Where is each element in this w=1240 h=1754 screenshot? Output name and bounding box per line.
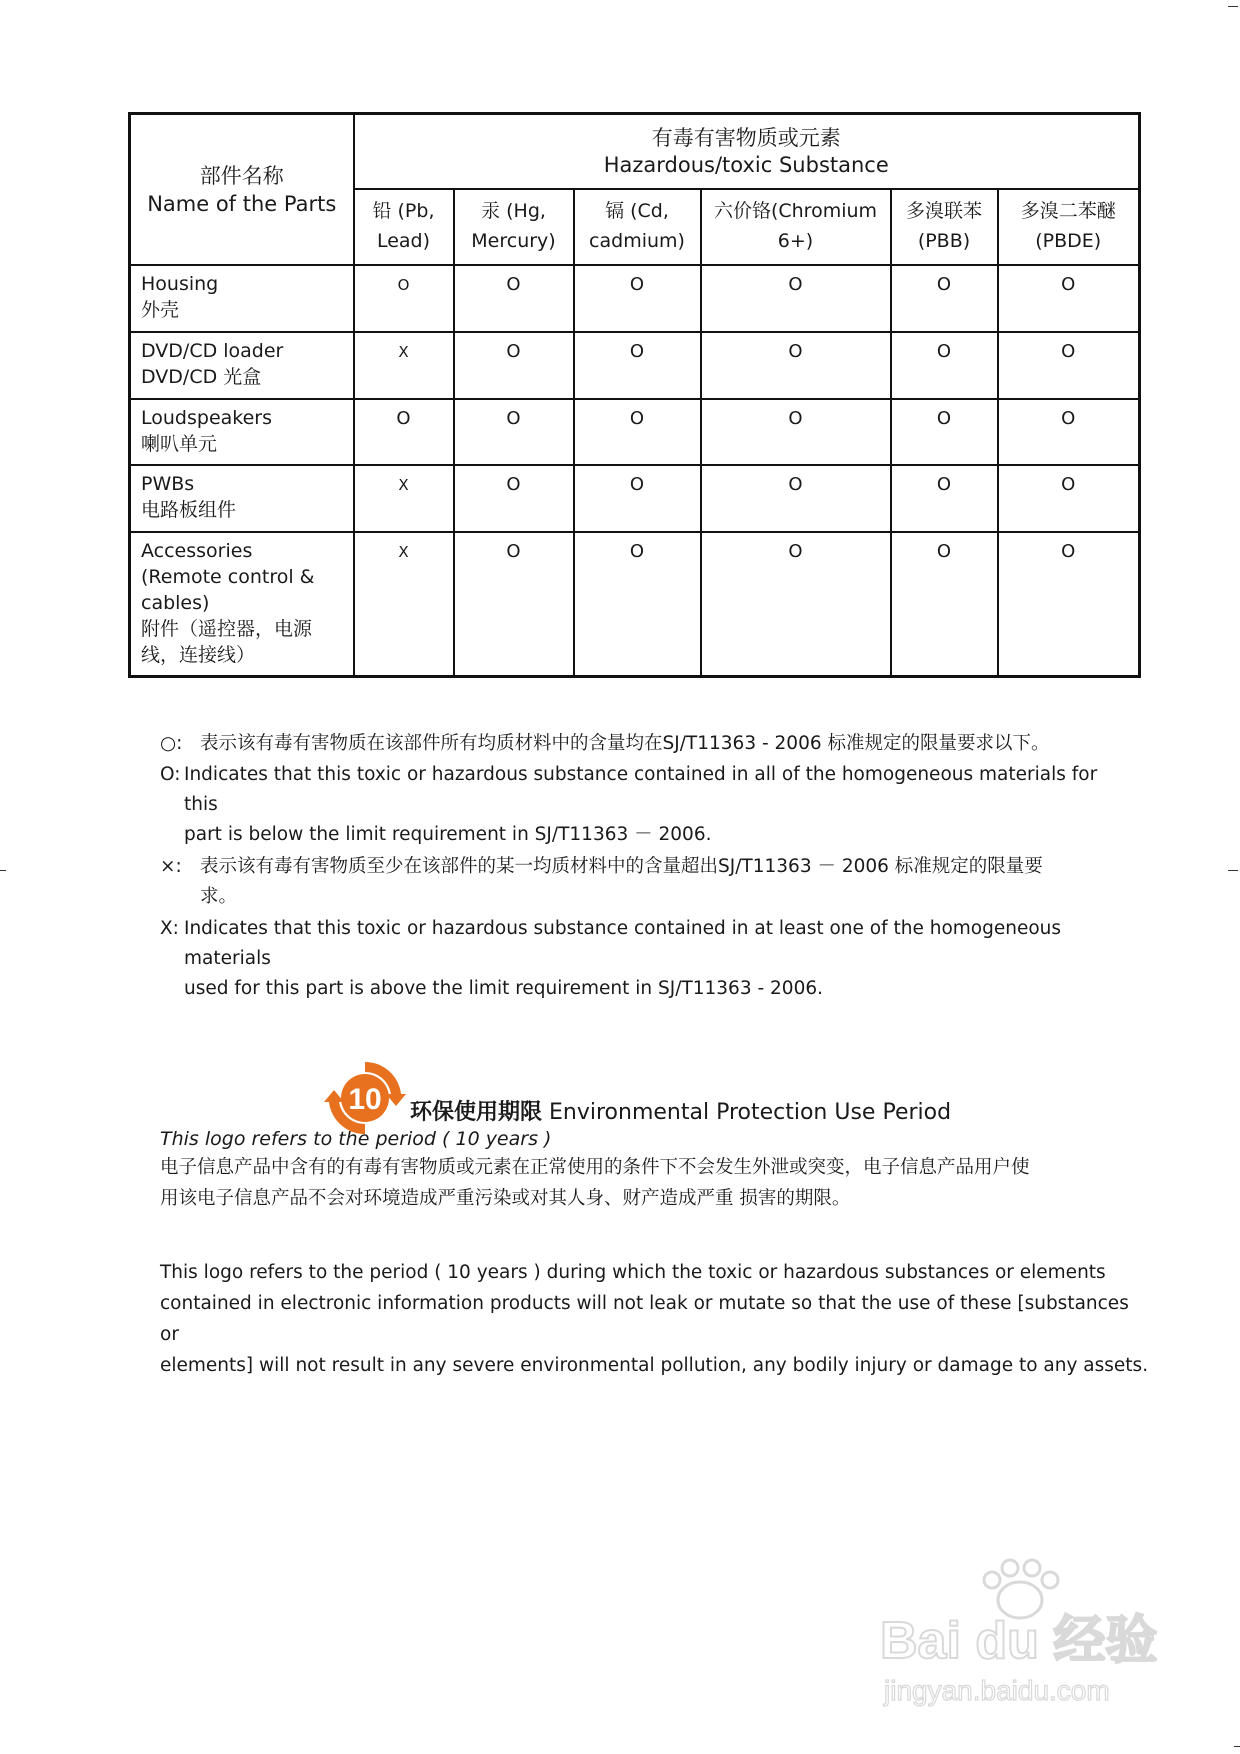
mark-cell: O [891,265,998,332]
column-header-chromium: 六价铬(Chromium 6+) [701,189,891,265]
column-header-lead: 铅 (Pb, Lead) [354,189,454,265]
mark-cell: O [454,332,574,399]
paw-icon [984,1572,1000,1588]
mark-cell: O [454,465,574,532]
crop-mark [1228,870,1238,871]
paw-icon [1002,1560,1018,1576]
paw-icon [1042,1572,1058,1588]
mark-cell: O [891,465,998,532]
part-name-cell: Loudspeakers 喇叭单元 [130,399,354,466]
epup-title-zh: 环保使用期限 [410,1100,543,1125]
column-header-pbde: 多溴二苯醚 (PBDE) [998,189,1140,265]
table-row [130,465,1140,532]
epup-description-zh: 电子信息产品中含有的有毒有害物质或元素在正常使用的条件下不会发生外泄或突变，电子信息产品用户使 用该电子信息产品不会对环境造成严重污染或对其人身、财产造成严重 损害的期限。 [160,1157,1030,1209]
baidu-watermark [870,1550,1170,1710]
epup-title-en: Environmental Protection Use Period [549,1100,952,1125]
mark-cell: O [574,532,701,677]
mark-cell: X [354,532,454,677]
mark-cell: X [354,465,454,532]
table-row [130,265,1140,332]
mark-cell: O [998,532,1140,677]
crop-mark [0,870,6,871]
mark-cell: O [354,265,454,332]
note-o-en: O: Indicates that this toxic or hazardous substance contained in all of the homogeneous materials for this part is below the limit requirement in SJ/T11363 － 2006. [160,764,1098,845]
note-x-zh: ×: 表示该有毒有害物质至少在该部件的某一均质材料中的含量超出SJ/T11363 － 2006 标准规定的限量要 求。 [160,856,1043,907]
mark-cell: O [354,399,454,466]
mark-cell: O [701,532,891,677]
mark-cell: O [574,399,701,466]
note-o-zh: ○: 表示该有毒有害物质在该部件所有均质材料中的含量均在SJ/T11363 - 2006 标准规定的限量要求以下。 [160,733,1050,754]
mark-cell: O [701,265,891,332]
mark-cell: O [454,399,574,466]
watermark-brand: Bai du 经验 [880,1612,1158,1670]
mark-cell: O [701,465,891,532]
table-row [130,332,1140,399]
mark-cell: O [574,465,701,532]
mark-cell: O [998,399,1140,466]
epup-caption: This logo refers to the period ( 10 years ) [160,1128,552,1150]
part-name-cell: Housing 外壳 [130,265,354,332]
mark-cell: O [454,532,574,677]
crop-mark [1228,6,1238,7]
mark-cell: O [998,465,1140,532]
column-header-cadmium: 镉 (Cd, cadmium) [574,189,701,265]
mark-cell: O [701,399,891,466]
mark-cell: O [998,265,1140,332]
table-row [130,532,1140,677]
part-name-cell: PWBs 电路板组件 [130,465,354,532]
column-header-mercury: 汞 (Hg, Mercury) [454,189,574,265]
hazardous-substance-table [128,112,1141,678]
parts-name-header-zh: 部件名称 [199,163,284,188]
paw-icon [1024,1560,1040,1576]
epup-description-en: This logo refers to the period ( 10 years ) during which the toxic or hazardous substances or elements contained in electronic information products will not leak or mutate so that the use of these [substances or elements] will not result in any severe environmental pollution, any bodily injury or damage to any assets. [160,1262,1149,1376]
mark-cell: O [454,265,574,332]
substance-header-en: Hazardous/toxic Substance [603,152,889,177]
logo-number: 10 [348,1083,382,1116]
mark-cell: O [998,332,1140,399]
substance-header-zh: 有毒有害物质或元素 [651,125,841,150]
mark-cell: O [891,332,998,399]
mark-cell: X [354,332,454,399]
column-header-pbb: 多溴联苯 (PBB) [891,189,998,265]
parts-name-header-en: Name of the Parts [147,191,337,216]
part-name-cell: DVD/CD loader DVD/CD 光盒 [130,332,354,399]
mark-cell: O [574,332,701,399]
part-name-cell: Accessories (Remote control & cables) 附件（遥控器，电源 线，连接线） [130,532,354,677]
mark-cell: O [891,399,998,466]
mark-cell: O [891,532,998,677]
parts-name-header [130,114,354,266]
substance-group-header [354,114,1140,190]
mark-cell: O [701,332,891,399]
watermark-url: jingyan.baidu.com [884,1675,1110,1706]
crop-mark [1234,1746,1240,1747]
table-row [130,399,1140,466]
note-x-en: X: Indicates that this toxic or hazardous substance contained in at least one of the homogeneous materials used for this part is above the limit requirement in SJ/T11363 - 2006. [160,918,1062,999]
mark-cell: O [574,265,701,332]
